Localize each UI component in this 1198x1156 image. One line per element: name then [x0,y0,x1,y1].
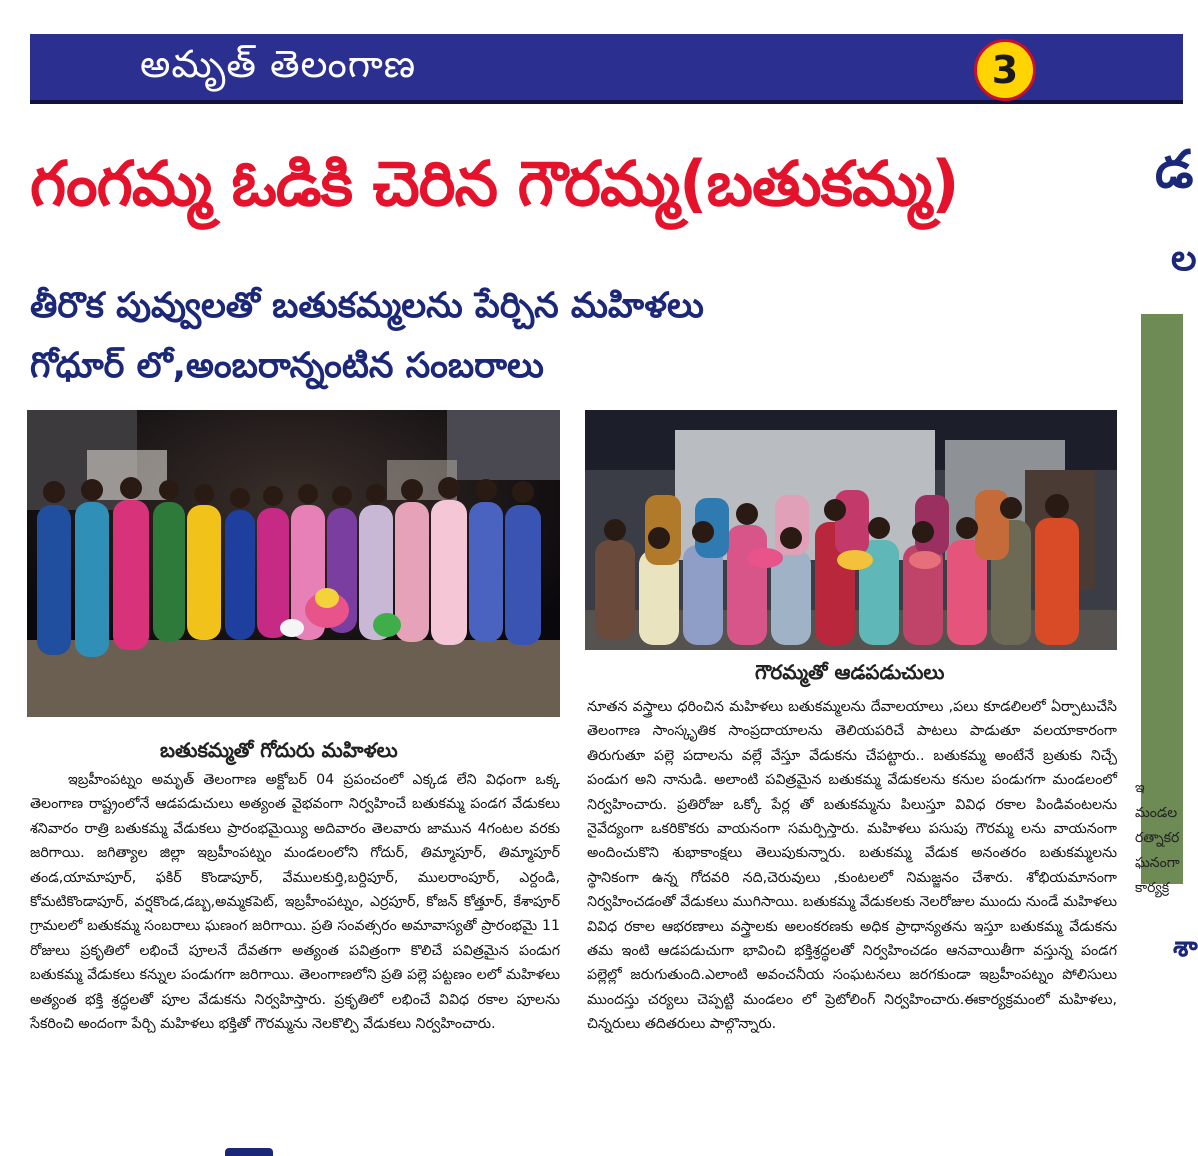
masthead [30,34,1183,104]
adjacent-text-line: ఘనంగా [1135,855,1180,871]
adjacent-heading-fragment: శా [1173,930,1198,963]
photo-women-with-bathukamma-night [27,410,560,717]
article-column-left: ఇబ్రహీంపట్నం అమృత్ తెలంగాణ అక్టోబర్ 04 ప్రపంచంలో ఎక్కడ లేని విధంగా ఒక్క తెలంగాణ రాష్ట్రంలోనే ఆడపడుచులు అత్యంత వైభవంగా నిర్వహించే బతుకమ్మ పండగ వేడుకలు శనివారం రాత్రి బతుకమ్మ వేడుకలు ప్రారంభమైయ్యి అదివారం తెలవారు జామున 4గంటల వరకు జరిగాయి. జగిత్యాల జిల్లా ఇబ్రహీంపట్నం మండలంలోని గోదుర్, తిమ్మాపూర్, తిమ్మాపూర్ తండ,యామాపూర్, ఫకిర్ కొండాపూర్, వేములకుర్తి,బర్దిపూర్, ములరాంపూర్, ఎర్దండి, కోమటికొండాపూర్, వర్షకొండ,డబ్బ,అమ్మకపెట్, ఇబ్రహీంపట్నం, ఎర్రపూర్, కోజన్ కోత్తూర్, కేశాపూర్ గ్రామలలో బతుకమ్మ సంబరాలు ఘణంగ జరిగాయి. ప్రతి సంవత్సరం అమావాస్యతో ప్రారంభమై 11 రోజులు ప్రకృతిలో లభించే పూలనే దేవతగా అత్యంత పవిత్రంగా కొలిచే పవిత్రమైన పండుగ బతుకమ్మ వేడుకలు కన్నుల పండుగగా జరిగాయి. తెలంగాణలోని ప్రతి పల్లె పట్టణం లలో మహిళలు అత్యంత భక్తి శ్రద్ధలతో పూల వేడుకను నిర్వహిస్తారు. ప్రకృతిలో లభించే వివిధ రకాల పూలను సేకరించి అందంగా పేర్చి మహిళలు భక్తితో గౌరమ్మను నెలకొల్పి వేడుకలు నిర్వహించారు. [30,772,560,1033]
photo-caption-left: బతుకమ్మతో గోదురు మహిళలు [160,738,398,762]
page-number-badge: 3 [974,39,1036,101]
adjacent-text-line: కార్యక్ర [1135,880,1170,896]
adjacent-headline-fragment: డ [1155,140,1194,200]
bottom-decoration [225,1148,273,1156]
adjacent-subhead-fragment: ల [1171,238,1197,279]
photo-girls-with-gowramma [585,410,1117,650]
photo-caption-right: గౌరమ్మతో ఆడపడుచులు [755,660,945,684]
subheadline-2: గోధూర్ లో,అంబరాన్నంటిన సంబరాలు [30,346,544,386]
adjacent-text-line: ఇ [1135,780,1145,796]
headline: గంగమ్మ ఓడికి చెరిన గౌరమ్మ(బతుకమ్మ) [30,147,959,220]
article-column-right: నూతన వస్త్రాలు ధరించిన మహిళలు బతుకమ్మలను దేవాలయాలు ,పలు కూడలిలలో ఏర్పాటుచేసి తెలంగాణ సాంస్కృతిక సాంప్రదాయాలను తెలియపరిచే పాటలు పాడుతూ వలయాకారంగా తిరుగుతూ పల్లె పదాలను వల్లే వేస్తూ వేడుకను చేపట్టారు.. బతుకమ్మ అంటేనే బ్రతుకు నిచ్చే పండుగ అని నానుడి. అలాంటి పవిత్రమైన బతుకమ్మ వేడుకలను కనుల పండుగగా మండలంలో నిర్వహించారు. ప్రతిరోజు ఒక్కో పేర్ల తో బతుకమ్మను పిలుస్తూ వివిధ రకాల పిండివంటలను నైవేద్యంగా ఒకరికొకరు వాయనంగా సమర్పిస్తారు. మహిళలు పసుపు గౌరమ్మ లను వాయనంగా అందించుకొని శుభాకాంక్షలు తెలుపుకున్నారు. బతుకమ్మ వేడుక అనంతరం బతుకమ్మలను స్థానికంగా ఉన్న గోదవరి నది,చెరువులు ,కుంటలలో నిమజ్జనం చేశారు. శోభియమానంగా నిర్వహించడంతో వేడుకలు ముగిసాయి. బతుకమ్మ వేడుకలకు నెలరోజుల ముందు నుండే మహిళలు వివిధ రకాల ఆభరణాలు వస్త్రాలకు అలంకరణకు అధిక ప్రాధాన్యతను ఇస్తూ బతుకమ్మ వేడుకను తమ ఇంటి ఆడపడుచుగా భావించి భక్తిశ్రద్ధలతో నిర్వహించడం ఆనవాయితీగా వస్తున్న పండగ పల్లెల్లో జరుగుతుంది.ఎలాంటి అవంచనీయ సంఘటనలు జరగకుండా ఇబ్రహీంపట్నం పోలిసులు ముందస్తు చర్యలు చెప్పట్టి మండలం లో ప్రెటోలింగ్ నిర్వహించారు.ఈకార్యక్రమంలో మహిళలు, చిన్నరులు తదితరులు పాల్గొన్నారు. [587,699,1117,1033]
newspaper-name: అమృత్ తెలంగాణ [140,42,417,86]
adjacent-article-strip [1135,120,1198,1156]
adjacent-text-line: రత్నాకర [1135,830,1180,846]
adjacent-text-line: మండల [1135,805,1178,821]
subheadline-1: తీరొక పువ్వులతో బతుకమ్మలను పేర్చిన మహిళలు [30,286,704,326]
